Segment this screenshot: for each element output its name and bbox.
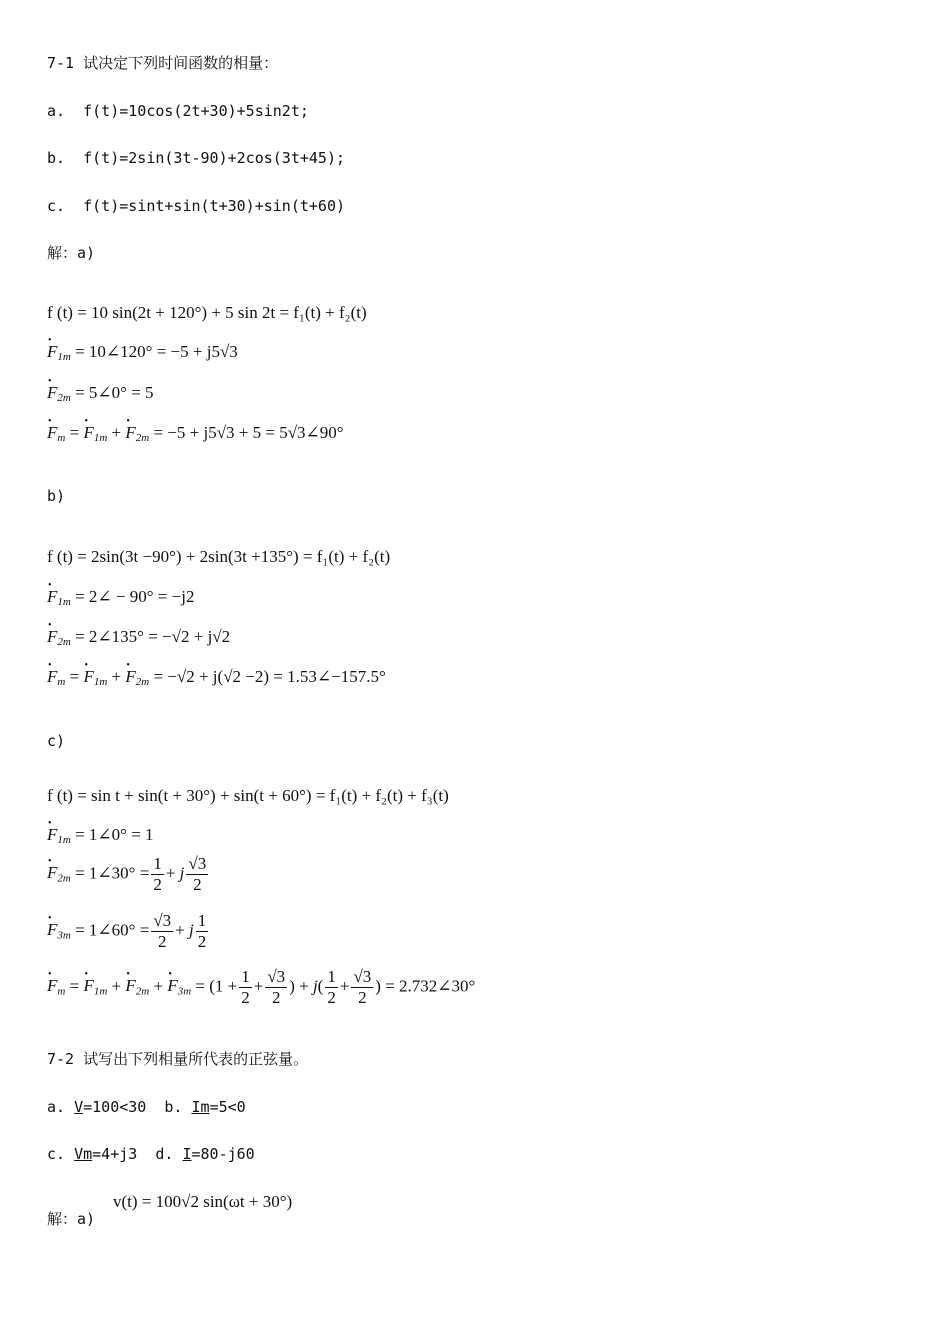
phasor-symbol: • F <box>47 341 57 363</box>
eq-c-line5: • $F_m$ = • $F_{1m}$ + • $F_{2m}$ + • $F_{3m} = (1$ + $\frac{1}{2}$ + $\frac{√3}{2}$ ) + j( $\frac{1}{2}$ + $\frac{√3}{2}$ ) = 2.732∠30° <box>47 967 475 1008</box>
eq-c-line4: • $F_{3m}$ = 1∠60° = $\frac{√3}{2}$ + j $\frac{1}{2}$ <box>47 911 210 952</box>
problem-7-1-b: b. f(t)=2sin(3t-90)+2cos(3t+45); <box>47 149 346 167</box>
problem-7-2-cd: c. Vm=4+j3 d. I=80-j60 <box>47 1145 255 1163</box>
problem-7-1-title: 7-1 试决定下列时间函数的相量： <box>47 54 279 72</box>
solution-c-label: c) <box>47 732 66 750</box>
solution-7-2-equation: v(t) = 100√2 sin(ωt + 30°) <box>113 1192 293 1211</box>
eq-a-line3: • $F_{2m}$ = 5∠0° = 5 <box>47 382 154 409</box>
problem-7-1-c: c. f(t)=sint+sin(t+30)+sin(t+60) <box>47 197 346 215</box>
eq-b-line2: • $F_{1m}$ = 2∠ − 90° = −j2 <box>47 586 194 613</box>
eq-c-line1: f (t) = sin t + sin(t + 30°) + sin(t + 60°) = f₁(t) + f₂(t) + f₃(t) <box>47 786 449 805</box>
eq-b-line3: • $F_{2m}$ = 2∠135° = −√2 + j√2 <box>47 626 230 653</box>
eq-a-line2: • $F_{1m}$ = 10∠120° = −5 + j5√3 <box>47 341 238 368</box>
eq-c-line3: • $F_{2m}$ = 1∠30° = $\frac{1}{2}$ + j $\frac{√3}{2}$ <box>47 854 210 895</box>
solution-7-2-label: 解：a) <box>47 1210 96 1228</box>
phasor-symbol: • F <box>47 382 57 404</box>
solution-b-label: b) <box>47 487 66 505</box>
problem-7-2-ab: a. V=100<30 b. Im=5<0 <box>47 1098 246 1116</box>
eq-a-line1: f (t) = 10 sin(2t + 120°) + 5 sin 2t = f₁(t) + f₂(t) <box>47 303 367 322</box>
problem-7-2-title: 7-2 试写出下列相量所代表的正弦量。 <box>47 1050 309 1068</box>
eq-b-line4: • $F_m$ = • $F_{1m}$ + • $F_{2m} = -√2 + j(√2 -2)$ = 1.53∠−157.5° <box>47 666 386 693</box>
solution-a-label: 解：a) <box>47 244 96 262</box>
eq-c-line2: • $F_{1m}$ = 1∠0° = 1 <box>47 824 154 851</box>
eq-b-line1: f (t) = 2sin(3t −90°) + 2sin(3t +135°) = f₁(t) + f₂(t) <box>47 547 391 566</box>
problem-7-1-a: a. f(t)=10cos(2t+30)+5sin2t; <box>47 102 309 120</box>
eq-a-line4: • $F_m$ = • $F_{1m}$ + • $F_{2m} = -5 + j5√3 + 5$ = 5√3∠90° <box>47 422 344 449</box>
